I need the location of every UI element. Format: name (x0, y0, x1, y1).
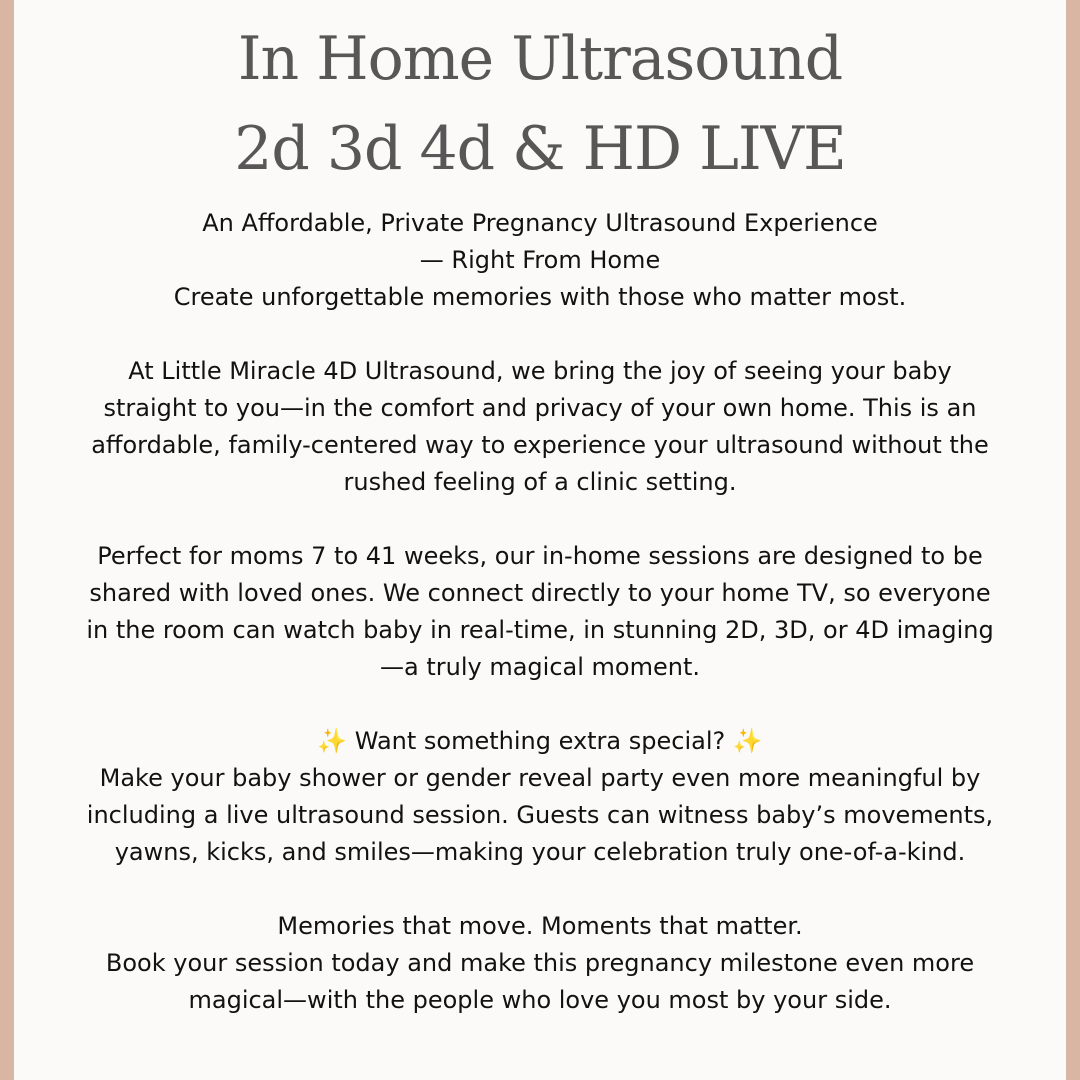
title-line-1: In Home Ultrasound (237, 24, 843, 94)
sparkle-icon-right: ✨ (732, 727, 763, 755)
closing-line-3: magical—with the people who love you most by your side. (188, 986, 892, 1014)
about-line-2: straight to you—in the comfort and privacy of your own home. This is an (103, 394, 977, 422)
sessions-paragraph (54, 538, 1026, 686)
special-line-1: Make your baby shower or gender reveal party even more meaningful by (99, 764, 981, 792)
closing-line-2: Book your session today and make this pregnancy milestone even more (105, 949, 975, 977)
closing-paragraph (54, 908, 1026, 1019)
about-line-4: rushed feeling of a clinic setting. (343, 468, 737, 496)
about-paragraph (54, 353, 1026, 501)
special-heading-text: Want something extra special? (354, 727, 726, 755)
sessions-line-4: —a truly magical moment. (380, 653, 700, 681)
special-paragraph (54, 723, 1026, 871)
sessions-line-1: Perfect for moms 7 to 41 weeks, our in-home sessions are designed to be (97, 542, 983, 570)
body-text (54, 205, 1026, 1019)
intro-line-1: An Affordable, Private Pregnancy Ultrasound Experience (202, 209, 878, 237)
sessions-line-3: in the room can watch baby in real-time, in stunning 2D, 3D, or 4D imaging (86, 616, 994, 644)
sparkle-icon-left: ✨ (317, 727, 348, 755)
intro-line-2: — Right From Home (419, 246, 661, 274)
special-line-2: including a live ultrasound session. Guests can witness baby’s movements, (86, 801, 994, 829)
closing-line-1: Memories that move. Moments that matter. (277, 912, 803, 940)
special-line-3: yawns, kicks, and smiles—making your celebration truly one-of-a-kind. (114, 838, 966, 866)
special-heading (54, 723, 1026, 760)
about-line-3: affordable, family-centered way to experience your ultrasound without the (91, 431, 989, 459)
content-card (14, 0, 1066, 1080)
intro-line-3: Create unforgettable memories with those who matter most. (173, 283, 907, 311)
page-title (14, 14, 1066, 194)
about-line-1: At Little Miracle 4D Ultrasound, we bring the joy of seeing your baby (128, 357, 952, 385)
title-line-2: 2d 3d 4d & HD LIVE (234, 114, 846, 184)
intro-paragraph (54, 205, 1026, 316)
sessions-line-2: shared with loved ones. We connect directly to your home TV, so everyone (89, 579, 991, 607)
